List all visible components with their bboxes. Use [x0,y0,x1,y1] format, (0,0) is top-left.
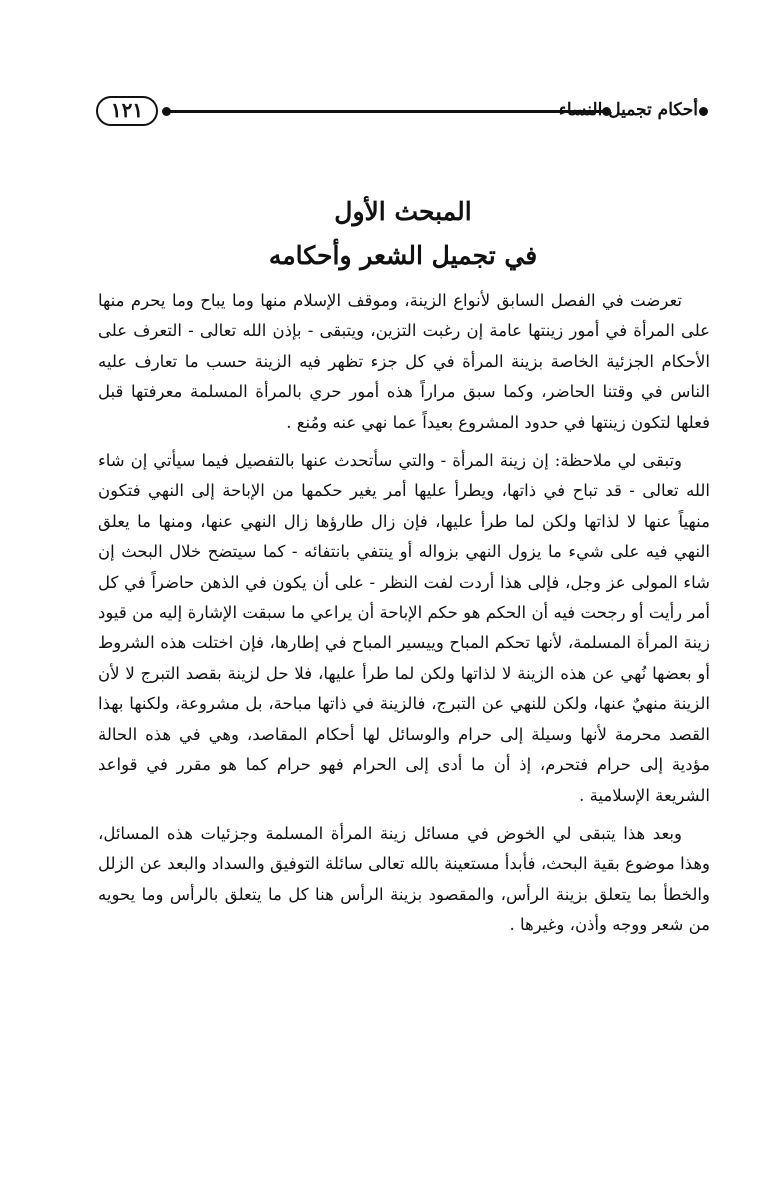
page-header [96,94,710,136]
running-title: أحكام تجميل النساء [558,100,698,120]
ornament-dot-right [699,107,708,116]
page-number: ١٢١ [96,96,158,126]
chapter-title: المبحث الأول [334,197,472,226]
paragraph-1: تعرضت في الفصل السابق لأنواع الزينة، وموقف الإسلام منها وما يباح وما يحرم منها على المرأة في أمور زينتها عامة إن رغبت التزين، ويتبقى - بإذن الله تعالى - التعرف على الأحكام الجزئية الخاصة بزينة المرأة في كل جزء تظهر فيه الزينة حسب ما تعارف عليه الناس في وقتنا الحاضر، وكما سبق مراراً هذه أمور حري بالمرأة المسلمة معرفتها قبل فعلها لتكون زينتها في حدود المشروع بعيداً عما نهي عنه ومُنع . [98,291,710,432]
header-rule [166,110,606,113]
chapter-heading [96,190,710,278]
body-text [98,286,710,949]
paragraph-3: وبعد هذا يتبقى لي الخوض في مسائل زينة المرأة المسلمة وجزئيات هذه المسائل، وهذا موضوع بقية البحث، فأبدأ مستعينة بالله تعالى سائلة التوفيق والسداد والبعد عن الزلل والخطأ بما يتعلق بزينة الرأس، والمقصود بزينة الرأس هنا كل ما يتعلق بالرأس وما يحويه من شعر ووجه وأذن، وغيرها . [98,823,710,935]
chapter-subtitle: في تجميل الشعر وأحكامه [268,241,538,270]
paragraph-2: وتبقى لي ملاحظة: إن زينة المرأة - والتي سأتحدث عنها بالتفصيل فيما سيأتي إن شاء الله تعالى - قد تباح في ذاتها، ويطرأ عليها أمر يغير حكمها من الإباحة إلى النهي فتكون منهياً عنها لا لذاتها ولكن لما طرأ عليها، فإن زال طارؤها زال النهي عنها، ومنها ما يعلق النهي فيه على شيء ما يزول النهي بزواله أو ينتفي بانتفائه - كما سيتضح خلال البحث إن شاء المولى عز وجل، فإلى هذا أردت لفت النظر - على أن يكون في الذهن حاضراً في كل أمر رأيت أو رجحت فيه أن الحكم هو حكم الإباحة أن يراعي ما سبقت الإشارة إليه من قيود زينة المرأة المسلمة، لأنها تحكم المباح وييسير المباح في إطارها، فإن اختلت هذه الشروط أو بعضها نُهي عن هذه الزينة لا لذاتها ولكن لما طرأ عليها، فلا حل لزينة بقصد التبرج لا لأن الزينة منهيٌ عنها، ولكن للنهي عن التبرج، فالزينة في ذاتها مباحة، بل مشروعة، ولكنها بهذا القصد محرمة لأنها وسيلة إلى حرام والوسائل لها أحكام المقاصد، وهي في هذه الحالة مؤدية إلى حرام فتحرم، إذ أن ما أدى إلى الحرام فهو حرام كما هو مقرر في قواعد الشريعة الإسلامية . [98,451,710,805]
